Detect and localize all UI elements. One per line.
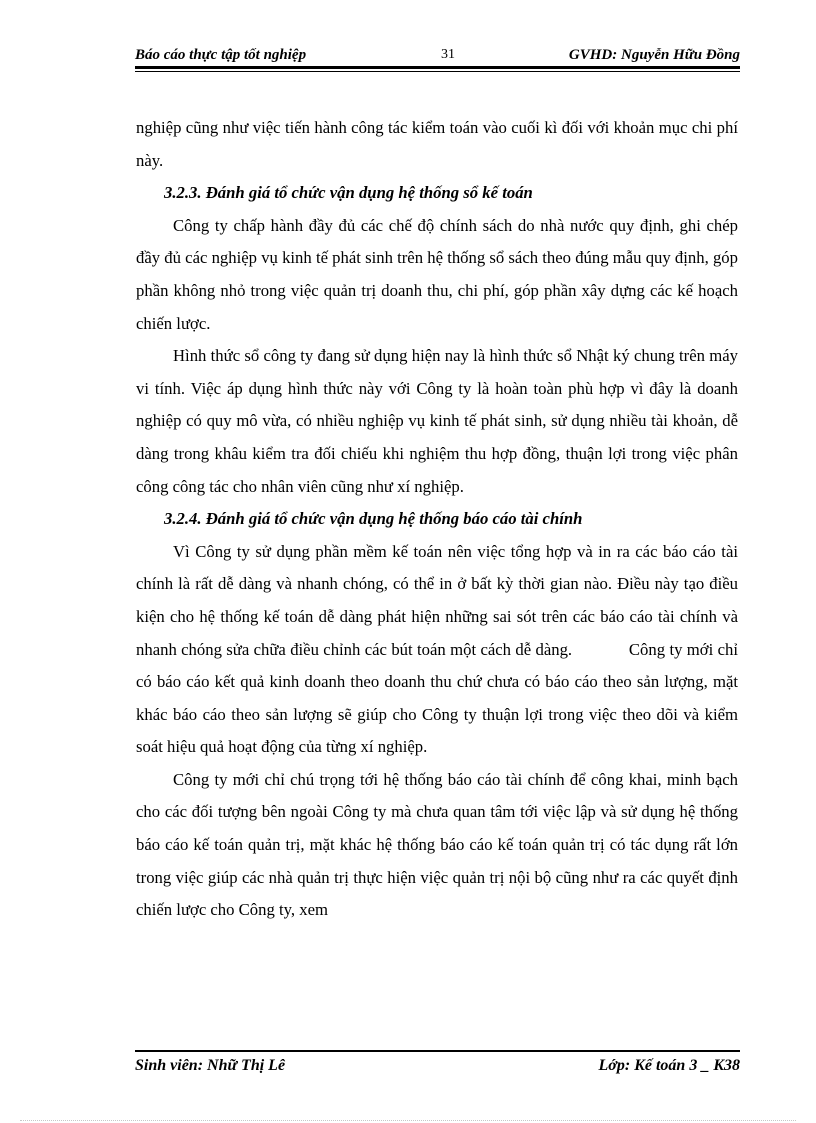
paragraph-continuation: nghiệp cũng như việc tiến hành công tác kiểm toán vào cuối kì đối với khoản mục chi phí này. <box>136 118 738 170</box>
header-advisor: GVHD: Nguyễn Hữu Đồng <box>568 47 740 63</box>
paragraph: Vì Công ty sử dụng phần mềm kế toán nên việc tổng hợp và in ra các báo cáo tài chính là rất dễ dàng và nhanh chóng, có thể in ở bất kỳ thời gian nào. Điều này tạo điều kiện cho hệ thống kế toán dễ dàng phát hiện những sai sót trên các báo cáo tài chính và nhanh chóng sửa chữa điều chỉnh các bút toán một cách dễ dàng. Công ty mới chỉ có báo cáo kết quả kinh doanh theo doanh thu chứ chưa có báo cáo theo sản lượng, mặt khác báo cáo theo sản lượng sẽ giúp cho Công ty thuận lợi trong việc theo dõi và kiểm soát hiệu quả hoạt động của từng xí nghiệp. <box>136 541 738 757</box>
page-edge-divider <box>20 1120 796 1121</box>
section-heading-3-2-3: 3.2.3. Đánh giá tổ chức vận dụng hệ thống sổ kế toán <box>164 183 533 203</box>
header-report-title: Báo cáo thực tập tốt nghiệp <box>135 47 307 63</box>
footer-class: Lớp: Kế toán 3 _ K38 <box>598 1057 740 1074</box>
page-number: 31 <box>441 47 455 62</box>
header-rule-thin <box>135 71 740 72</box>
document-body <box>136 112 738 927</box>
paragraph: Hình thức sổ công ty đang sử dụng hiện nay là hình thức sổ Nhật ký chung trên máy vi tính. Việc áp dụng hình thức này với Công ty là hoàn toàn phù hợp vì đây là doanh nghiệp có quy mô vừa, có nhiều nghiệp vụ kinh tế phát sinh, sử dụng nhiều tài khoản, dễ dàng trong khâu kiểm tra đối chiếu khi nghiệm thu hợp đồng, thuận lợi trong việc phân công công tác cho nhân viên cũng như xí nghiệp. <box>136 346 738 496</box>
paragraph: Công ty chấp hành đầy đủ các chế độ chính sách do nhà nước quy định, ghi chép đầy đủ các nghiệp vụ kinh tế phát sinh trên hệ thống sổ sách theo đúng mẫu quy định, góp phần không nhỏ trong việc quản trị doanh thu, chi phí, góp phần xây dựng các kế hoạch chiến lược. <box>136 215 738 333</box>
header-rule-thick <box>135 66 740 69</box>
page-footer <box>135 1057 740 1083</box>
footer-rule <box>135 1050 740 1052</box>
paragraph: Công ty mới chỉ chú trọng tới hệ thống báo cáo tài chính để công khai, minh bạch cho các đối tượng bên ngoài Công ty mà chưa quan tâm tới việc lập và sử dụng hệ thống báo cáo kế toán quản trị, mặt khác hệ thống báo cáo kế toán quản trị có tác dụng rất lớn trong việc giúp các nhà quản trị thực hiện việc quản trị nội bộ cũng như ra các quyết định chiến lược cho Công ty, xem <box>136 769 738 920</box>
page-header <box>135 44 740 66</box>
section-heading-3-2-4: 3.2.4. Đánh giá tổ chức vận dụng hệ thống báo cáo tài chính <box>164 509 583 529</box>
footer-student: Sinh viên: Nhữ Thị Lê <box>135 1057 286 1074</box>
